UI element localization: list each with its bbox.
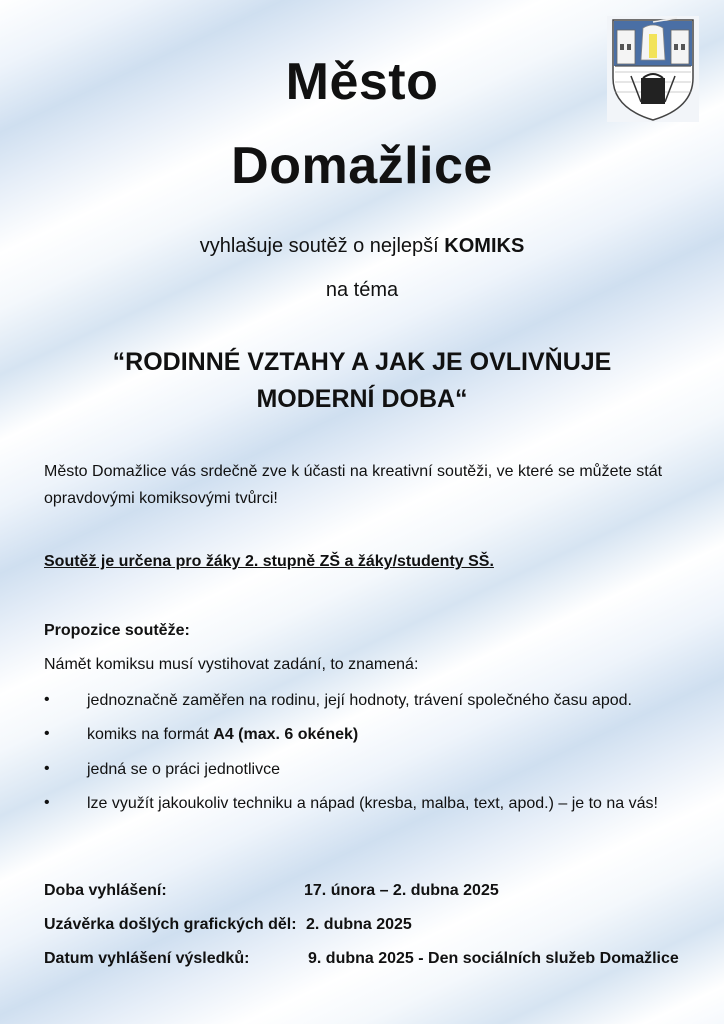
intro-paragraph: Město Domažlice vás srdečně zve k účasti na kreativní soutěži, ve které se můžete stát opravdovými komiksovými tvůrci! — [44, 463, 663, 507]
list-item-bold: A4 (max. 6 okének) — [213, 726, 359, 743]
date-value: 17. února – 2. dubna 2025 — [304, 882, 499, 899]
date-value: 2. dubna 2025 — [306, 916, 412, 933]
target-audience: Soutěž je určena pro žáky 2. stupně ZŠ a žáky/studenty SŠ. — [44, 553, 494, 570]
bullet-icon: • — [44, 725, 50, 742]
date-label: Doba vyhlášení: — [44, 882, 167, 899]
list-item-text: lze využít jakoukoliv techniku a nápad (kresba, malba, text, apod.) – je to na vás! — [87, 795, 658, 812]
list-item-text: jednoznačně zaměřen na rodinu, její hodnoty, trávení společného času apod. — [87, 692, 632, 709]
contest-theme — [0, 344, 724, 418]
list-item-text — [87, 721, 687, 748]
propositions-heading: Propozice soutěže: — [44, 622, 190, 639]
date-label: Datum vyhlášení výsledků: — [44, 950, 250, 967]
bullet-icon: • — [44, 760, 50, 777]
date-value: 9. dubna 2025 - Den sociálních služeb Domažlice — [308, 950, 679, 967]
announcement-subline: na téma — [325, 279, 399, 301]
page-title-line1: Město — [285, 53, 439, 111]
bullet-icon: • — [44, 794, 50, 811]
announcement-line — [0, 235, 724, 258]
page-title-line2: Domažlice — [231, 137, 493, 195]
announcement-bold: KOMIKS — [444, 235, 525, 257]
bullet-icon: • — [44, 691, 50, 708]
announcement-text: vyhlašuje soutěž o nejlepší — [199, 235, 445, 257]
theme-line2: MODERNÍ DOBA“ — [256, 385, 468, 413]
propositions-intro: Námět komiksu musí vystihovat zadání, to znamená: — [44, 656, 419, 673]
list-item-prefix: komiks na formát — [87, 726, 214, 743]
list-item-text: jedná se o práci jednotlivce — [87, 761, 281, 778]
date-label: Uzávěrka došlých grafických děl: — [44, 916, 297, 933]
theme-line1: “RODINNÉ VZTAHY A JAK JE OVLIVŇUJE — [112, 348, 612, 376]
